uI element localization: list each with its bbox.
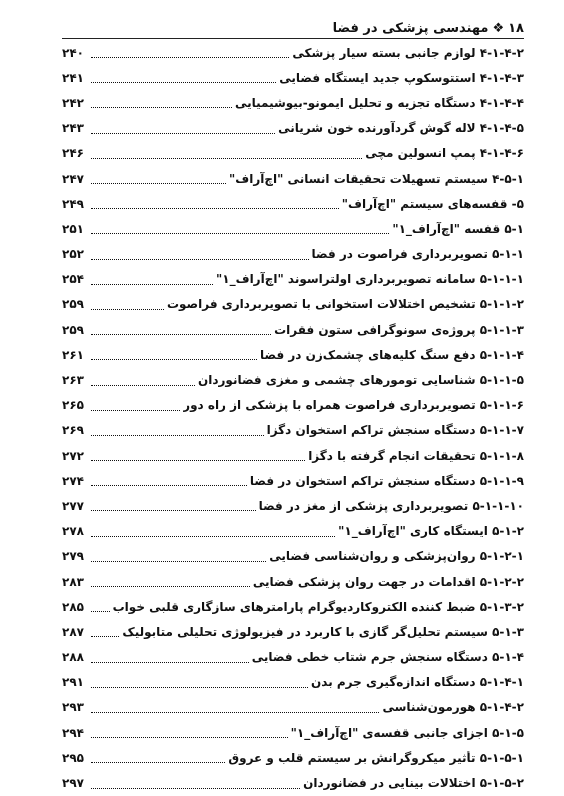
toc-entry[interactable] — [62, 342, 524, 367]
toc-entry[interactable] — [62, 670, 524, 695]
toc-entry[interactable] — [62, 468, 524, 493]
dot-leader — [91, 309, 164, 310]
toc-entry-title: ۵-۱-۱-۷ دستگاه سنجش تراکم استخوان دگزا — [266, 423, 524, 438]
toc-entry-page-number: ۲۷۹ — [62, 549, 84, 564]
toc-entry-title: ۵-۱-۳ سیستم تحلیل‌گر گازی با کاربرد در فیزیولوژی تحلیلی متابولیک — [122, 624, 524, 639]
toc-entry-page-number: ۲۷۸ — [62, 524, 84, 539]
toc-entry-page-number: ۲۶۹ — [62, 423, 84, 438]
toc-entry-title: ۵-۱-۲ ایستگاه کاری "اچ‌آراف_۱" — [338, 524, 524, 539]
toc-entry-page-number: ۲۶۱ — [62, 347, 84, 362]
toc-entry-page-number: ۲۴۷ — [62, 171, 84, 186]
toc-entry-title: ۵-۱-۵-۱ تأثیر میکروگرانش بر سیستم قلب و عروق — [228, 750, 524, 765]
toc-entry-title: ۴-۵-۱ سیستم تسهیلات تحقیقات انسانی "اچ‌آراف" — [229, 171, 524, 186]
toc-entry[interactable] — [62, 770, 524, 795]
toc-entry[interactable] — [62, 443, 524, 468]
table-of-contents — [62, 40, 524, 796]
dot-leader — [91, 510, 256, 511]
dot-leader — [91, 334, 271, 335]
toc-entry-title: ۴-۱-۴-۲ لوازم جانبی بسته سیار پزشکی — [292, 45, 524, 60]
toc-entry[interactable] — [62, 695, 524, 720]
toc-entry-page-number: ۲۵۱ — [62, 221, 84, 236]
dot-leader — [91, 712, 379, 713]
toc-entry[interactable] — [62, 493, 524, 518]
toc-entry-title: ۵-۱-۱-۱ سامانه تصویربرداری اولتراسوند "اچ‌آراف_۱" — [216, 272, 524, 287]
dot-leader — [91, 561, 266, 562]
toc-entry-title: ۵-۱-۴ دستگاه سنجش جرم شتاب خطی فضایی — [251, 650, 524, 665]
toc-entry-title: ۵-۱-۱-۵ شناسایی تومورهای چشمی و مغزی فضانوردان — [198, 373, 524, 388]
toc-entry-page-number: ۲۴۲ — [62, 95, 84, 110]
toc-entry-title: ۵-۱-۱-۳ پروژه‌ی سونوگرافی ستون فقرات — [274, 322, 524, 337]
toc-entry-page-number: ۲۵۹ — [62, 297, 84, 312]
toc-entry[interactable] — [62, 393, 524, 418]
header-page-number: ۱۸ — [508, 21, 524, 36]
toc-entry-title: ۵-۱-۴-۲ هورمون‌شناسی — [382, 700, 524, 715]
toc-entry-page-number: ۲۹۵ — [62, 750, 84, 765]
dot-leader — [91, 385, 195, 386]
dot-leader — [91, 233, 389, 234]
dot-leader — [91, 158, 362, 159]
toc-entry-title: ۵-۱-۳-۲ ضبط کننده الکتروکاردیوگرام پارامترهای سازگاری قلبی خواب — [112, 599, 524, 614]
toc-entry[interactable] — [62, 166, 524, 191]
dot-leader — [91, 611, 110, 612]
toc-entry-page-number: ۲۸۸ — [62, 650, 84, 665]
header-rule — [62, 38, 524, 39]
toc-entry-page-number: ۲۹۴ — [62, 725, 84, 740]
running-header — [62, 14, 524, 36]
toc-entry-page-number: ۲۹۳ — [62, 700, 84, 715]
toc-entry-page-number: ۲۷۲ — [62, 448, 84, 463]
toc-entry-title: ۵-۱ قفسه "اچ‌آراف_۱" — [392, 221, 524, 236]
toc-entry-title: ۵-۱-۲-۲ اقدامات در جهت روان پزشکی فضایی — [252, 574, 524, 589]
toc-entry-page-number: ۲۸۳ — [62, 574, 84, 589]
dot-leader — [91, 662, 249, 663]
toc-entry[interactable] — [62, 40, 524, 65]
toc-entry[interactable] — [62, 191, 524, 216]
toc-entry-title: ۵-۱-۱ تصویربرداری فراصوت در فضا — [311, 247, 524, 262]
toc-entry-title: ۵-۱-۱-۴ دفع سنگ کلیه‌های چشمک‌زن در فضا — [260, 347, 524, 362]
dot-leader — [91, 208, 339, 209]
toc-entry[interactable] — [62, 90, 524, 115]
header-ornament-icon: ❖ — [492, 21, 505, 36]
dot-leader — [91, 284, 213, 285]
toc-entry[interactable] — [62, 242, 524, 267]
dot-leader — [91, 435, 264, 436]
toc-entry[interactable] — [62, 317, 524, 342]
toc-entry[interactable] — [62, 116, 524, 141]
dot-leader — [91, 737, 288, 738]
header-book-title: مهندسی پزشکی در فضا — [332, 21, 489, 36]
toc-entry[interactable] — [62, 745, 524, 770]
toc-entry-page-number: ۲۷۴ — [62, 473, 84, 488]
toc-entry-page-number: ۲۴۳ — [62, 121, 84, 136]
dot-leader — [91, 788, 300, 789]
toc-entry-page-number: ۲۶۳ — [62, 373, 84, 388]
toc-entry-title: ۴-۱-۴-۵ لاله گوش گردآورنده خون شریانی — [278, 121, 524, 136]
dot-leader — [91, 259, 309, 260]
toc-entry-page-number: ۲۴۰ — [62, 45, 84, 60]
dot-leader — [91, 183, 226, 184]
toc-entry[interactable] — [62, 367, 524, 392]
toc-entry-page-number: ۲۵۲ — [62, 247, 84, 262]
toc-entry-page-number: ۲۴۱ — [62, 70, 84, 85]
dot-leader — [91, 687, 308, 688]
toc-entry-page-number: ۲۴۶ — [62, 146, 84, 161]
toc-entry-page-number: ۲۵۴ — [62, 272, 84, 287]
toc-entry-title: ۵-۱-۱-۹ دستگاه سنجش تراکم استخوان در فضا — [249, 473, 524, 488]
toc-entry-title: ۴-۱-۴-۴ دستگاه تجزیه و تحلیل ایمونو-بیوشیمیایی — [234, 95, 524, 110]
toc-entry[interactable] — [62, 544, 524, 569]
toc-entry[interactable] — [62, 645, 524, 670]
toc-entry-title: ۴-۱-۴-۳ استتوسکوپ جدید ایستگاه فضایی — [279, 70, 524, 85]
toc-entry-page-number: ۲۵۹ — [62, 322, 84, 337]
toc-entry-title: ۵-۱-۱-۲ تشخیص اختلالات استخوانی با تصویربرداری فراصوت — [166, 297, 524, 312]
toc-entry-page-number: ۲۸۵ — [62, 599, 84, 614]
toc-entry-page-number: ۲۴۹ — [62, 196, 84, 211]
toc-entry-title: ۵-۱-۲-۱ روان‌پزشکی و روان‌شناسی فضایی — [269, 549, 524, 564]
toc-entry-page-number: ۲۶۵ — [62, 398, 84, 413]
dot-leader — [91, 107, 232, 108]
toc-entry[interactable] — [62, 292, 524, 317]
dot-leader — [91, 762, 225, 763]
toc-entry-page-number: ۲۹۱ — [62, 675, 84, 690]
dot-leader — [91, 636, 119, 637]
toc-entry-title: ۵-۱-۱-۶ تصویربرداری فراصوت همراه با پزشکی از راه دور — [183, 398, 524, 413]
dot-leader — [91, 586, 250, 587]
dot-leader — [91, 359, 257, 360]
toc-entry[interactable] — [62, 141, 524, 166]
toc-entry[interactable] — [62, 519, 524, 544]
toc-entry[interactable] — [62, 267, 524, 292]
dot-leader — [91, 460, 305, 461]
dot-leader — [91, 133, 275, 134]
toc-entry-title: ۵-۱-۵ اجزای جانبی قفسه‌ی "اچ‌آراف_۱" — [290, 725, 524, 740]
toc-entry-page-number: ۲۹۷ — [62, 776, 84, 791]
toc-entry-title: ۴-۱-۴-۶ پمپ انسولین مچی — [365, 146, 524, 161]
toc-entry-page-number: ۲۷۷ — [62, 498, 84, 513]
toc-entry[interactable] — [62, 619, 524, 644]
toc-entry-title: ۵-۱-۱-۸ تحقیقات انجام گرفته با دگزا — [308, 448, 524, 463]
toc-entry[interactable] — [62, 594, 524, 619]
dot-leader — [91, 485, 247, 486]
dot-leader — [91, 410, 180, 411]
dot-leader — [91, 57, 289, 58]
toc-entry[interactable] — [62, 720, 524, 745]
toc-entry[interactable] — [62, 418, 524, 443]
toc-entry[interactable] — [62, 569, 524, 594]
toc-entry-page-number: ۲۸۷ — [62, 624, 84, 639]
toc-entry-title: ۵- قفسه‌های سیستم "اچ‌آراف" — [341, 196, 524, 211]
toc-entry-title: ۵-۱-۵-۲ اختلالات بینایی در فضانوردان — [303, 776, 524, 791]
toc-entry[interactable] — [62, 65, 524, 90]
dot-leader — [91, 82, 276, 83]
toc-entry[interactable] — [62, 216, 524, 241]
dot-leader — [91, 536, 335, 537]
toc-entry-title: ۵-۱-۱-۱۰ تصویربرداری پزشکی از مغز در فضا — [258, 498, 524, 513]
toc-entry-title: ۵-۱-۴-۱ دستگاه اندازه‌گیری جرم بدن — [311, 675, 524, 690]
